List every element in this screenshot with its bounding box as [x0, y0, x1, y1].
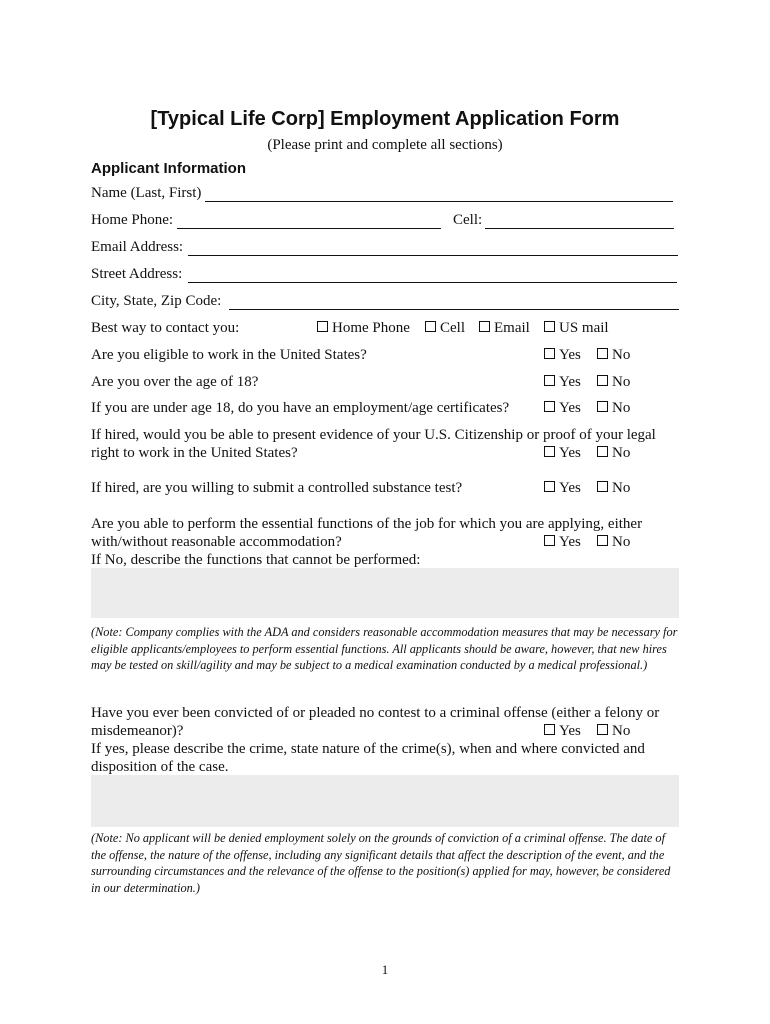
citizenship-no-checkbox[interactable]: No — [597, 445, 630, 462]
city-state-zip-field[interactable] — [229, 295, 679, 310]
ada-note: (Note: Company complies with the ADA and considers reasonable accommodation measures that may be necessary for eligible applicants/employees to perform essential functions. All applicants should be aware, however, that new hires may be tested on skill/agility and may be subject to a medical examination conducted by a medical professional.) — [91, 625, 678, 673]
essential-yes-checkbox[interactable]: Yes — [544, 534, 581, 551]
under-18-yes-checkbox[interactable]: Yes — [544, 400, 581, 417]
contact-option-home-phone[interactable]: Home Phone — [317, 320, 410, 337]
essential-functions-textarea[interactable] — [91, 568, 679, 618]
question-over-18: Are you over the age of 18? — [91, 374, 259, 390]
email-field[interactable] — [188, 241, 678, 256]
home-phone-label: Home Phone: — [91, 212, 174, 228]
convicted-no-checkbox[interactable]: No — [597, 723, 630, 740]
checkbox-icon — [544, 375, 555, 386]
form-title: [Typical Life Corp] Employment Application Form — [150, 108, 620, 130]
question-eligible: Are you eligible to work in the United States? — [91, 347, 367, 363]
street-label: Street Address: — [91, 266, 183, 282]
essential-no-checkbox[interactable]: No — [597, 534, 630, 551]
checkbox-icon — [425, 321, 436, 332]
form-subtitle: (Please print and complete all sections) — [267, 137, 503, 153]
contact-option-cell[interactable]: Cell — [425, 320, 465, 337]
criminal-note: (Note: No applicant will be denied employment solely on the grounds of conviction of a criminal offense. The date of the offense, the nature of the offense, including any significant details that affect the description of the event, and the surrounding circumstances and the relevance of the offense to the position(s) applied for may, however, be considered in our determination.) — [91, 831, 671, 895]
checkbox-icon — [597, 446, 608, 457]
question-essential-line-3: If No, describe the functions that cannot be performed: — [91, 552, 421, 568]
contact-option-email[interactable]: Email — [479, 320, 530, 337]
eligible-no-checkbox[interactable]: No — [597, 347, 630, 364]
contact-label: Best way to contact you: — [91, 320, 240, 336]
checkbox-icon — [317, 321, 328, 332]
question-citizenship-line-2: right to work in the United States? — [91, 445, 298, 461]
drug-test-yes-checkbox[interactable]: Yes — [544, 480, 581, 497]
checkbox-icon — [544, 724, 555, 735]
email-label: Email Address: — [91, 239, 184, 255]
question-convicted-line-2: misdemeanor)? — [91, 723, 184, 739]
checkbox-icon — [597, 375, 608, 386]
section-heading: Applicant Information — [91, 160, 246, 177]
checkbox-icon — [544, 348, 555, 359]
checkbox-icon — [597, 724, 608, 735]
question-convicted-line-4: disposition of the case. — [91, 759, 229, 775]
cell-field[interactable] — [485, 214, 674, 229]
checkbox-icon — [597, 481, 608, 492]
city-state-zip-label: City, State, Zip Code: — [91, 293, 222, 309]
checkbox-icon — [544, 535, 555, 546]
question-under-18: If you are under age 18, do you have an employment/age certificates? — [91, 400, 510, 416]
checkbox-icon — [479, 321, 490, 332]
over-18-no-checkbox[interactable]: No — [597, 374, 630, 391]
under-18-no-checkbox[interactable]: No — [597, 400, 630, 417]
contact-option-us-mail[interactable]: US mail — [544, 320, 609, 337]
over-18-yes-checkbox[interactable]: Yes — [544, 374, 581, 391]
page-number: 1 — [381, 962, 389, 977]
convicted-yes-checkbox[interactable]: Yes — [544, 723, 581, 740]
checkbox-icon — [597, 348, 608, 359]
checkbox-icon — [544, 321, 555, 332]
conviction-details-textarea[interactable] — [91, 775, 679, 827]
checkbox-icon — [544, 481, 555, 492]
question-essential-line-2: with/without reasonable accommodation? — [91, 534, 342, 550]
street-field[interactable] — [188, 268, 677, 283]
checkbox-icon — [597, 535, 608, 546]
citizenship-yes-checkbox[interactable]: Yes — [544, 445, 581, 462]
question-citizenship-line-1: If hired, would you be able to present evidence of your U.S. Citizenship or proof of your legal — [91, 427, 656, 443]
question-essential-line-1: Are you able to perform the essential functions of the job for which you are applying, either — [91, 516, 643, 532]
name-label: Name (Last, First) — [91, 185, 202, 201]
cell-label: Cell: — [453, 212, 483, 228]
question-convicted-line-3: If yes, please describe the crime, state nature of the crime(s), when and where convicted and — [91, 741, 645, 757]
checkbox-icon — [597, 401, 608, 412]
question-drug-test: If hired, are you willing to submit a controlled substance test? — [91, 480, 463, 496]
eligible-yes-checkbox[interactable]: Yes — [544, 347, 581, 364]
question-convicted-line-1: Have you ever been convicted of or pleaded no contest to a criminal offense (either a felony or — [91, 705, 660, 721]
home-phone-field[interactable] — [177, 214, 441, 229]
checkbox-icon — [544, 401, 555, 412]
name-field[interactable] — [205, 187, 673, 202]
checkbox-icon — [544, 446, 555, 457]
drug-test-no-checkbox[interactable]: No — [597, 480, 630, 497]
